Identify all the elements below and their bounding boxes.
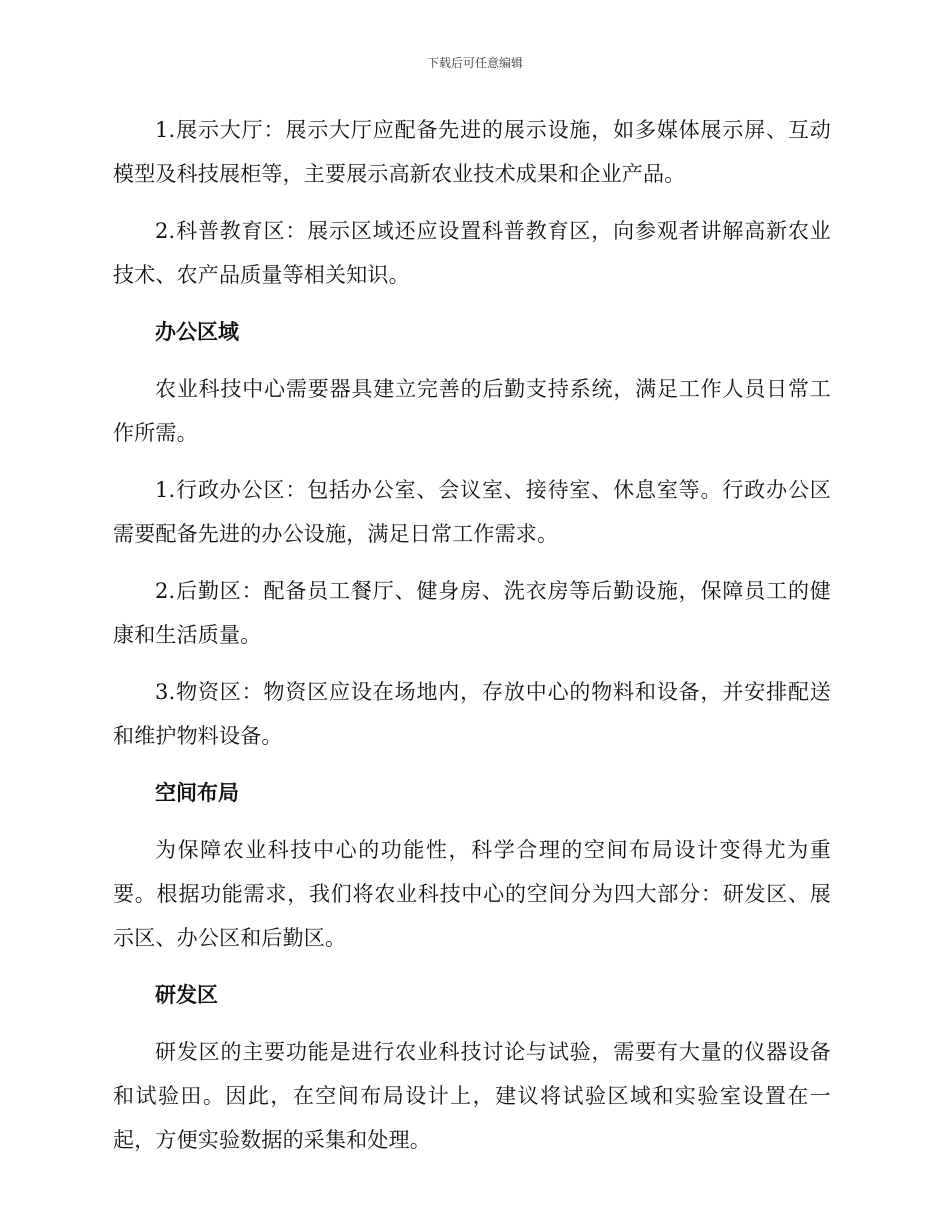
paragraph-logistics: 2.后勤区：配备员工餐厅、健身房、洗衣房等后勤设施，保障员工的健康和生活质量。 — [113, 579, 831, 647]
paragraph-rnd-area: 研发区的主要功能是进行农业科技讨论与试验，需要有大量的仪器设备和试验田。因此，在空间布局设计上，建议将试验区域和实验室设置在一起，方便实验数据的采集和处理。 — [113, 1040, 831, 1152]
section-heading-rnd-area: 研发区 — [155, 983, 218, 1007]
paragraph-science-education: 2.科普教育区：展示区域还应设置科普教育区，向参观者讲解高新农业技术、农产品质量等相关知识。 — [113, 219, 831, 287]
document-body — [113, 108, 831, 1175]
section-heading-space-layout: 空间布局 — [155, 781, 239, 805]
page-header: 下载后可任意编辑 — [426, 56, 523, 70]
paragraph-materials: 3.物资区：物资区应设在场地内，存放中心的物料和设备，并安排配送和维护物料设备。 — [113, 680, 831, 748]
paragraph-space-layout: 为保障农业科技中心的功能性，科学合理的空间布局设计变得尤为重要。根据功能需求，我们将农业科技中心的空间分为四大部分：研发区、展示区、办公区和后勤区。 — [113, 838, 831, 950]
section-heading-office-area: 办公区域 — [155, 320, 239, 344]
paragraph-exhibition-hall: 1.展示大厅：展示大厅应配备先进的展示设施，如多媒体展示屏、互动模型及科技展柜等，主要展示高新农业技术成果和企业产品。 — [113, 118, 831, 186]
paragraph-office-intro: 农业科技中心需要器具建立完善的后勤支持系统，满足工作人员日常工作所需。 — [113, 377, 831, 445]
paragraph-admin-office: 1.行政办公区：包括办公室、会议室、接待室、休息室等。行政办公区需要配备先进的办公设施，满足日常工作需求。 — [113, 478, 831, 546]
